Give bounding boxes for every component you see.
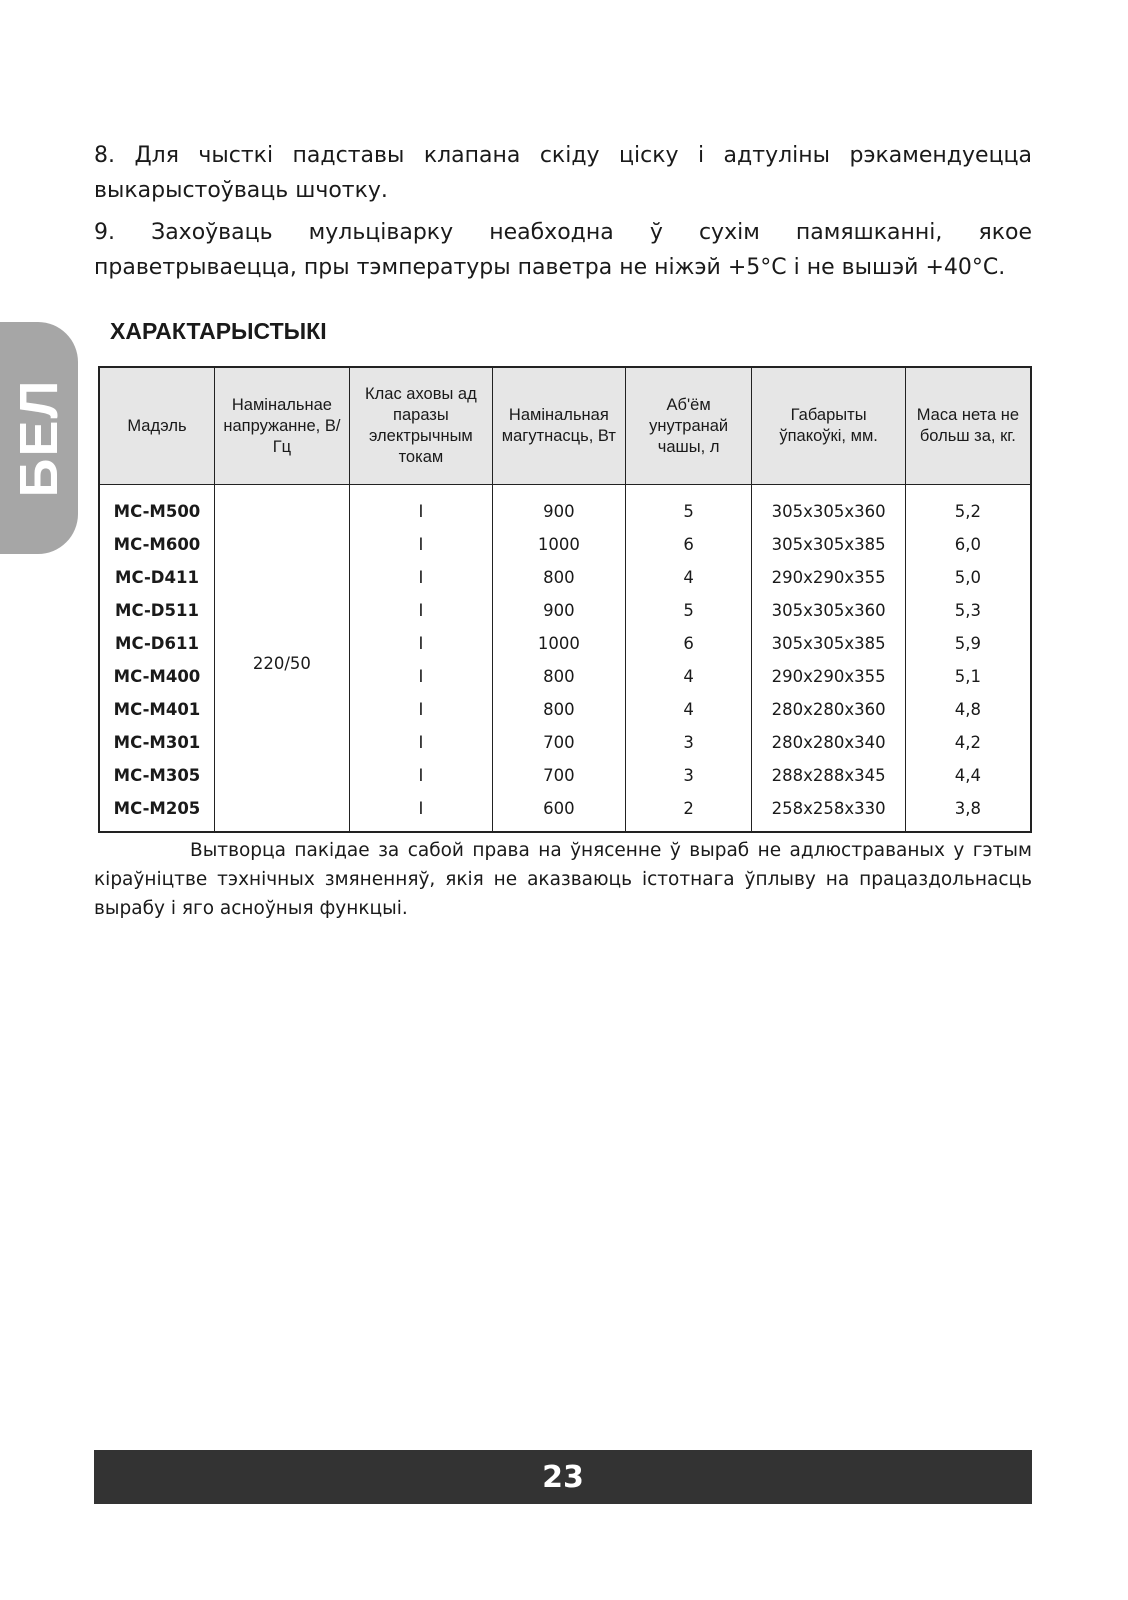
cell-mass: 4,4 bbox=[905, 759, 1031, 792]
cell-dimensions: 290x290x355 bbox=[752, 660, 905, 693]
cell-class: I bbox=[349, 528, 492, 561]
cell-mass: 5,3 bbox=[905, 594, 1031, 627]
cell-power: 900 bbox=[492, 594, 625, 627]
header-protection-class: Клас аховы ад паразы электрычным токам bbox=[349, 367, 492, 485]
cell-volume: 4 bbox=[625, 693, 752, 726]
cell-class: I bbox=[349, 792, 492, 832]
cell-class: I bbox=[349, 759, 492, 792]
cell-model: MC-D511 bbox=[99, 594, 214, 627]
cell-mass: 5,9 bbox=[905, 627, 1031, 660]
cell-mass: 5,1 bbox=[905, 660, 1031, 693]
cell-power: 700 bbox=[492, 726, 625, 759]
cell-model: MC-M500 bbox=[99, 485, 214, 529]
cell-class: I bbox=[349, 660, 492, 693]
cell-class: I bbox=[349, 726, 492, 759]
language-tab-label: БЕЛ bbox=[9, 378, 69, 498]
cell-power: 700 bbox=[492, 759, 625, 792]
cell-model: MC-M401 bbox=[99, 693, 214, 726]
page-number: 23 bbox=[542, 1459, 584, 1495]
cell-power: 1000 bbox=[492, 627, 625, 660]
cell-volume: 3 bbox=[625, 759, 752, 792]
cell-power: 800 bbox=[492, 693, 625, 726]
manufacturer-note: Вытворца пакідае за сабой права на ўнясенне ў выраб не адлюстраваных у гэтым кіраўніцтве тэхнічных змяненняў, якія не аказваюць істотнага ўплыву на працаздольнасць вырабу і яго асноўныя функцыі. bbox=[94, 840, 1032, 919]
table-row bbox=[99, 485, 1031, 529]
cell-class: I bbox=[349, 627, 492, 660]
cell-mass: 5,2 bbox=[905, 485, 1031, 529]
header-model: Мадэль bbox=[99, 367, 214, 485]
instruction-paragraph-9: 9. Захоўваць мульціварку неабходна ў сухім памяшканні, якое праветрываецца, пры тэмпературы паветра не ніжэй +5°C і не вышэй +40°C. bbox=[94, 220, 1032, 280]
cell-mass: 6,0 bbox=[905, 528, 1031, 561]
cell-mass: 4,2 bbox=[905, 726, 1031, 759]
table-header-row bbox=[99, 367, 1031, 485]
cell-volume: 4 bbox=[625, 660, 752, 693]
cell-model: MC-D611 bbox=[99, 627, 214, 660]
cell-dimensions: 280x280x360 bbox=[752, 693, 905, 726]
cell-power: 600 bbox=[492, 792, 625, 832]
page-footer bbox=[94, 1450, 1032, 1504]
cell-volume: 5 bbox=[625, 485, 752, 529]
cell-dimensions: 305x305x385 bbox=[752, 627, 905, 660]
cell-class: I bbox=[349, 485, 492, 529]
cell-class: I bbox=[349, 594, 492, 627]
cell-power: 1000 bbox=[492, 528, 625, 561]
cell-volume: 3 bbox=[625, 726, 752, 759]
cell-dimensions: 305x305x360 bbox=[752, 485, 905, 529]
header-net-mass: Маса нета не больш за, кг. bbox=[905, 367, 1031, 485]
cell-model: MC-M205 bbox=[99, 792, 214, 832]
cell-model: MC-D411 bbox=[99, 561, 214, 594]
header-dimensions: Габарыты ўпакоўкі, мм. bbox=[752, 367, 905, 485]
cell-dimensions: 280x280x340 bbox=[752, 726, 905, 759]
cell-model: MC-M305 bbox=[99, 759, 214, 792]
cell-class: I bbox=[349, 693, 492, 726]
cell-volume: 2 bbox=[625, 792, 752, 832]
cell-mass: 3,8 bbox=[905, 792, 1031, 832]
cell-volume: 6 bbox=[625, 528, 752, 561]
cell-dimensions: 258x258x330 bbox=[752, 792, 905, 832]
header-voltage: Намінальнае напружанне, В/Гц bbox=[214, 367, 349, 485]
header-power: Намінальная магутнасць, Вт bbox=[492, 367, 625, 485]
cell-voltage: 220/50 bbox=[214, 485, 349, 833]
cell-power: 900 bbox=[492, 485, 625, 529]
instruction-paragraph-8: 8. Для чысткі падставы клапана скіду ціску і адтуліны рэкамендуецца выкарыстоўваць шчотку. bbox=[94, 143, 1032, 203]
cell-model: MC-M400 bbox=[99, 660, 214, 693]
cell-power: 800 bbox=[492, 660, 625, 693]
cell-volume: 4 bbox=[625, 561, 752, 594]
cell-power: 800 bbox=[492, 561, 625, 594]
cell-model: MC-M600 bbox=[99, 528, 214, 561]
language-tab bbox=[0, 322, 78, 554]
cell-mass: 4,8 bbox=[905, 693, 1031, 726]
cell-dimensions: 288x288x345 bbox=[752, 759, 905, 792]
cell-volume: 5 bbox=[625, 594, 752, 627]
cell-dimensions: 305x305x360 bbox=[752, 594, 905, 627]
cell-mass: 5,0 bbox=[905, 561, 1031, 594]
cell-volume: 6 bbox=[625, 627, 752, 660]
section-heading: ХАРАКТАРЫСТЫКІ bbox=[110, 318, 327, 344]
cell-model: MC-M301 bbox=[99, 726, 214, 759]
specifications-table bbox=[98, 366, 1032, 833]
header-bowl-volume: Аб'ём унутранай чашы, л bbox=[625, 367, 752, 485]
cell-dimensions: 305x305x385 bbox=[752, 528, 905, 561]
cell-class: I bbox=[349, 561, 492, 594]
cell-dimensions: 290x290x355 bbox=[752, 561, 905, 594]
